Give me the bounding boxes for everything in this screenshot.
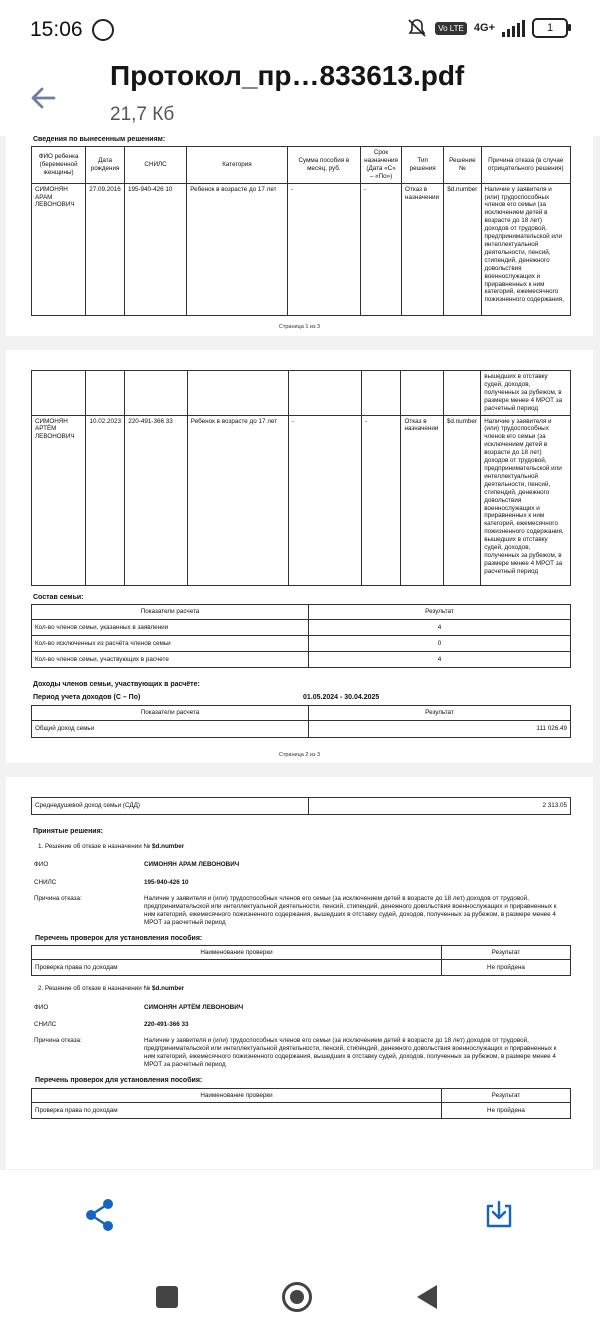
table-row: Проверка права по доходам Не пройдена xyxy=(32,1103,571,1119)
table-row: Среднедушевой доход семьи (СДД) 2 313.05 xyxy=(32,798,571,815)
cell-term: - xyxy=(362,415,401,585)
col-dob: Дата рождения xyxy=(86,147,125,184)
col-type: Тип решения xyxy=(402,147,444,184)
decisions-title: Принятые решения: xyxy=(33,828,104,835)
whatsapp-icon xyxy=(92,19,114,41)
document-title: Протокол_пр…833613.pdf xyxy=(110,60,465,91)
table-row xyxy=(32,183,571,315)
cell-reason: Наличие у заявителя и (или) трудоспособных членов его семьи (за исключением детей в возрасте до 18 лет) доходов от трудовой, предпринимательской или интеллектуальной деятельности, пенсий, стипендий, денежного довольствия военнослужащих и приравненных к ним категорий, ежемесячного пожизненного содержания, вышедших в отставку судей, доходов, полученных за рубежом, в размере менее 4 МРОТ за расчетный период xyxy=(481,415,571,585)
volte-icon: Vo LTE xyxy=(435,22,467,35)
cell-fio: СИМОНЯН АРТЁМ ЛЕВОНОВИЧ xyxy=(32,415,86,585)
pdf-page-2 xyxy=(6,350,593,763)
status-icons xyxy=(406,17,568,39)
battery-level: 1 xyxy=(546,22,554,34)
cell-fio: СИМОНЯН АРАМ ЛЕВОНОВИЧ xyxy=(32,183,86,315)
cell-type: Отказ в назначении xyxy=(402,183,444,315)
cell-category: Ребенок в возрасте до 17 лет xyxy=(187,183,287,315)
col-category: Категория xyxy=(187,147,287,184)
document-size: 21,7 Кб xyxy=(110,104,175,125)
mute-icon xyxy=(406,17,428,39)
network-type: 4G+ xyxy=(473,22,495,34)
table-row: Кол-во членов семьи, указанных в заявлении 4 xyxy=(32,620,571,636)
battery-icon xyxy=(532,18,568,38)
cell-snils: 220-491-366 33 xyxy=(125,415,188,585)
back-arrow-icon[interactable] xyxy=(24,78,64,118)
col-reason: Причина отказа (в случае отрицательного решения) xyxy=(481,147,570,184)
table-row xyxy=(32,415,571,585)
col-fio: ФИО ребенка (беременной женщины) xyxy=(32,147,86,184)
cell-category: Ребенок в возрасте до 17 лет xyxy=(187,415,288,585)
cell-reason: вышедших в отставку судей, доходов, полученных за рубежом, в размере менее 4 МРОТ за расчетный период xyxy=(481,371,571,416)
decision-1-heading: 1. Решение об отказе в назначении № $d.number xyxy=(38,843,185,850)
family-table xyxy=(31,604,571,668)
pdf-page-1 xyxy=(6,136,593,336)
table-row: Кол-во исключенных из расчёта членов семьи 0 xyxy=(32,636,571,652)
decision-1-fio: ФИО СИМОНЯН АРАМ ЛЕВОНОВИЧ xyxy=(34,861,240,868)
col-sum: Сумма пособия в месяц, руб. xyxy=(287,147,360,184)
family-section-title: Состав семьи: xyxy=(33,594,84,601)
decision-2-snils: СНИЛС 220-491-366 33 xyxy=(34,1021,189,1028)
page-number: Страница 1 из 3 xyxy=(278,324,321,330)
decision-2-fio: ФИО СИМОНЯН АРТЁМ ЛЕВОНОВИЧ xyxy=(34,1004,244,1011)
table-row: Общий доход семьи 111 026.49 xyxy=(32,721,571,738)
cell-dob: 10.02.2023 xyxy=(86,415,125,585)
download-icon[interactable] xyxy=(484,1200,514,1230)
income-period-label: Период учета доходов (С – По) xyxy=(33,694,141,701)
income-table: Показатели расчета Результат Общий доход семьи 111 026.49 xyxy=(31,705,571,738)
decision-2-checks-title: Перечень проверок для установления пособия: xyxy=(35,1077,203,1084)
cell-sum: - xyxy=(287,183,360,315)
income-period-value: 01.05.2024 - 30.04.2025 xyxy=(303,694,380,701)
cell-dob: 27.09.2016 xyxy=(86,183,125,315)
recent-apps-button[interactable] xyxy=(156,1286,178,1308)
cell-sum: - xyxy=(288,415,362,585)
decision-1-checks-title: Перечень проверок для установления пособия: xyxy=(35,935,203,942)
cell-reason: Наличие у заявителя и (или) трудоспособных членов его семьи (за исключением детей в возрасте до 18 лет) доходов от трудовой, предпринимательской или интеллектуальной деятельности, пенсий, стипендий, денежного довольствия военнослужащих и приравненных к ним категорий, ежемесячного пожизненного содержания, xyxy=(481,183,570,315)
status-time: 15:06 xyxy=(30,18,83,41)
decisions-section-title: Сведения по вынесенным решениям: xyxy=(33,136,166,143)
decisions-table-continued xyxy=(31,370,571,586)
cell-number: $d.number xyxy=(443,415,480,585)
cell-type: Отказ в назначении xyxy=(401,415,443,585)
table-row: Кол-во членов семьи, участвующих в расчете 4 xyxy=(32,652,571,668)
home-button[interactable] xyxy=(282,1282,312,1312)
app-header xyxy=(0,58,600,136)
decisions-table xyxy=(31,146,571,316)
pdf-page-3 xyxy=(6,777,593,1169)
signal-icon xyxy=(502,19,525,37)
col-number: Решение № xyxy=(444,147,481,184)
table-row xyxy=(32,371,571,416)
page-number: Страница 2 из 3 xyxy=(278,752,321,758)
decision-1-reason: Причина отказа: Наличие у заявителя и (или) трудоспособных членов его семьи (за исключением детей в возрасте до 18 лет) доходов от трудовой, предпринимательской или интеллектуальной деятельности, пенсий, стипендий, денежного довольствия военнослужащих и приравненных к ним категорий, ежемесячного пожизненного содержания, вышедших в отставку судей, доходов, полученных за рубежом, в размере менее 4 МРОТ за расчетный период xyxy=(34,895,557,926)
decision-2-heading: 2. Решение об отказе в назначении № $d.number xyxy=(38,985,185,992)
decision-2-checks-table: Наименование проверки Результат Проверка права по доходам Не пройдена xyxy=(31,1088,571,1119)
cell-snils: 195-940-426 10 xyxy=(124,183,186,315)
share-icon[interactable] xyxy=(84,1198,116,1232)
status-bar xyxy=(0,0,600,58)
decision-2-reason: Причина отказа: Наличие у заявителя и (или) трудоспособных членов его семьи (за исключением детей в возрасте до 18 лет) доходов от трудовой, предпринимательской или интеллектуальной деятельности, пенсий, стипендий, денежного довольствия военнослужащих и приравненных к ним категорий, ежемесячного пожизненного содержания, вышедших в отставку судей, доходов, полученных за рубежом, в размере менее 4 МРОТ за расчетный период xyxy=(34,1037,557,1068)
cell-number: $d.number xyxy=(444,183,481,315)
col-term: Срок назначения (Дата «С» – «По») xyxy=(361,147,402,184)
back-button[interactable] xyxy=(415,1284,439,1310)
col-snils: СНИЛС xyxy=(124,147,186,184)
table-row: Проверка права по доходам Не пройдена xyxy=(32,960,571,976)
family-header-result: Результат xyxy=(309,605,571,620)
decision-1-checks-table: Наименование проверки Результат Проверка права по доходам Не пройдена xyxy=(31,945,571,976)
cell-term: - xyxy=(361,183,402,315)
income-section-title: Доходы членов семьи, участвующих в расчёте: xyxy=(33,681,200,688)
avg-income-table xyxy=(31,797,571,815)
system-nav-bar xyxy=(0,1262,600,1332)
decision-1-snils: СНИЛС 195-940-426 10 xyxy=(34,879,189,886)
family-header-indicator: Показатели расчета xyxy=(32,605,309,620)
